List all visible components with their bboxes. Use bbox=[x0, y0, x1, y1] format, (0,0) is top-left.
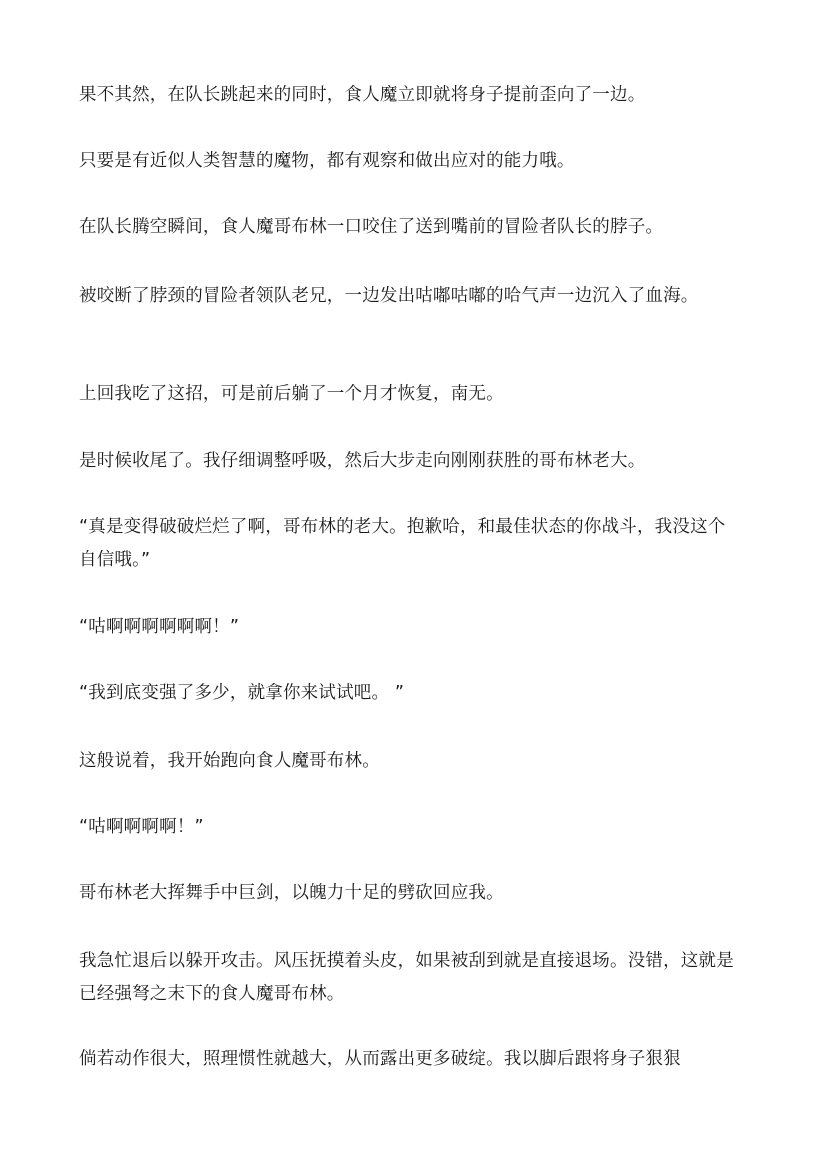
paragraph-3: 在队长腾空瞬间，食人魔哥布林一口咬住了送到嘴前的冒险者队长的脖子。 bbox=[79, 217, 664, 237]
paragraph-13: 我急忙退后以躲开攻击。风压抚摸着头皮，如果被刮到就是直接退场。没错，这就是已经强弩之末下的食人魔哥布林。 bbox=[79, 951, 734, 1004]
paragraph-11: “咕啊啊啊啊！” bbox=[79, 817, 204, 837]
paragraph-2: 只要是有近似人类智慧的魔物，都有观察和做出应对的能力哦。 bbox=[79, 151, 575, 171]
paragraph-4: 被咬断了脖颈的冒险者领队老兄，一边发出咕嘟咕嘟的哈气声一边沉入了血海。 bbox=[79, 286, 699, 306]
paragraph-6: 是时候收尾了。我仔细调整呼吸，然后大步走向刚刚获胜的哥布林老大。 bbox=[79, 451, 646, 471]
paragraph-7: “真是变得破破烂烂了啊，哥布林的老大。抱歉哈，和最佳状态的你战斗，我没这个自信哦。” bbox=[79, 517, 726, 570]
paragraph-8: “咕啊啊啊啊啊啊！” bbox=[79, 617, 240, 637]
paragraph-14: 倘若动作很大，照理惯性就越大，从而露出更多破绽。我以脚后跟将身子狠狠 bbox=[79, 1049, 681, 1069]
paragraph-9: “我到底变强了多少，就拿你来试试吧。 ” bbox=[79, 683, 405, 703]
paragraph-5: 上回我吃了这招，可是前后躺了一个月才恢复，南无。 bbox=[79, 384, 504, 404]
paragraph-10: 这般说着，我开始跑向食人魔哥布林。 bbox=[79, 751, 380, 771]
paragraph-12: 哥布林老大挥舞手中巨剑，以魄力十足的劈砍回应我。 bbox=[79, 883, 504, 903]
paragraph-1: 果不其然，在队长跳起来的同时，食人魔立即就将身子提前歪向了一边。 bbox=[79, 85, 646, 105]
